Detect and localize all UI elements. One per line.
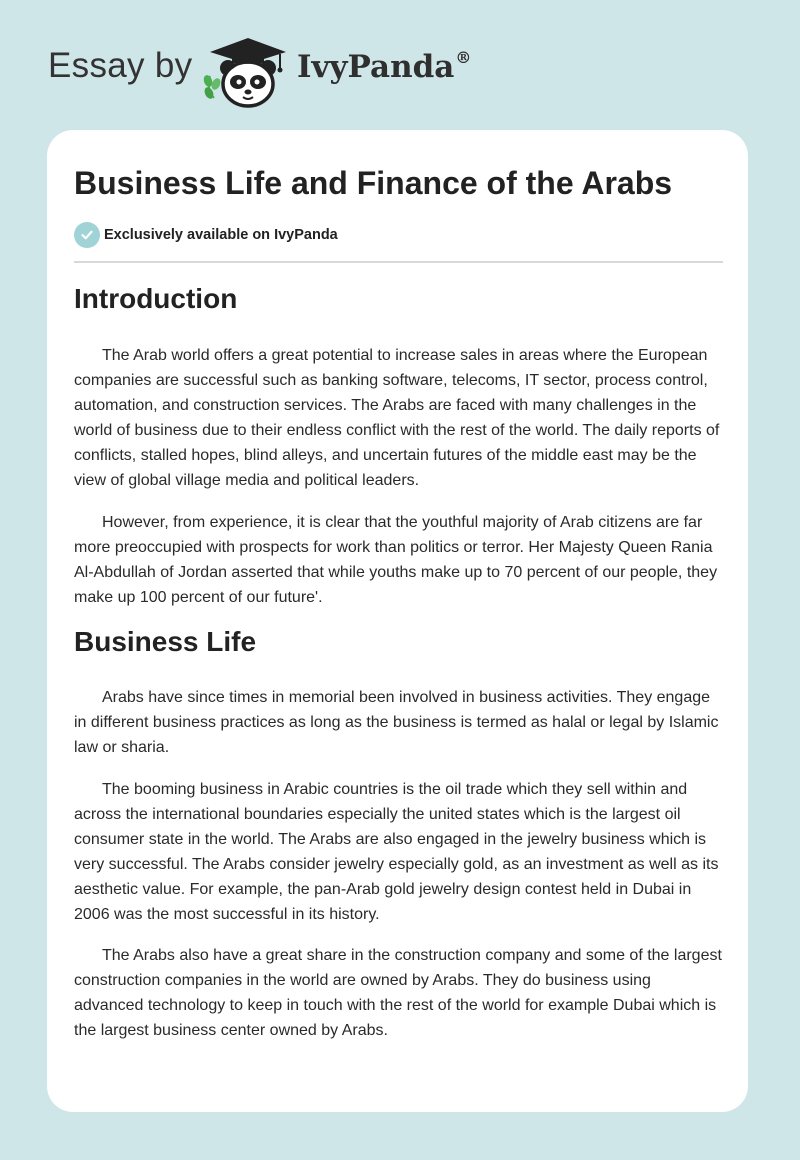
badge-text: Exclusively available on IvyPanda — [104, 227, 338, 243]
brand-name-text: IvyPanda — [297, 49, 455, 85]
site-header — [0, 0, 800, 130]
panda-graduate-icon[interactable] — [200, 32, 295, 112]
paragraph: The booming business in Arabic countries is the oil trade which they sell within and across the international boundaries especially the united states which is the largest oil consumer state in the world. The Arabs are also engaged in the jewelry business which is very successful. The Arabs consider jewelry especially gold, as an investment as well as its aesthetic value. For example, the pan-Arab gold jewelry design contest held in Dubai in 2006 was the most successful in its history. — [74, 781, 719, 923]
article-card — [47, 130, 748, 1112]
brand-name[interactable] — [297, 48, 472, 85]
registered-mark: ® — [455, 48, 472, 67]
section-heading-business-life: Business Life — [74, 626, 257, 657]
exclusive-badge — [74, 222, 338, 248]
title-divider — [74, 261, 723, 263]
section-heading-introduction: Introduction — [74, 283, 238, 314]
article-title: Business Life and Finance of the Arabs — [74, 165, 673, 201]
check-circle-icon — [74, 222, 100, 248]
paragraph: The Arab world offers a great potential to increase sales in areas where the European companies are successful such as banking software, telecoms, IT sector, process control, automation, and construction services. The Arabs are faced with many challenges in the world of business due to their endless conflict with the rest of the world. The daily reports of conflicts, stalled hopes, blind alleys, and uncertain futures of the middle east may be the view of global village media and political leaders. — [74, 347, 720, 489]
paragraph: The Arabs also have a great share in the construction company and some of the largest construction companies in the world are owned by Arabs. They do business using advanced technology to keep in touch with the rest of the world for example Dubai which is the largest business center owned by Arabs. — [74, 947, 722, 1039]
paragraph: Arabs have since times in memorial been involved in business activities. They engage in different business practices as long as the business is termed as halal or legal by Islamic law or sharia. — [74, 689, 719, 756]
brand-prefix: Essay by — [48, 46, 193, 85]
paragraph: However, from experience, it is clear that the youthful majority of Arab citizens are far more preoccupied with prospects for work than politics or terror. Her Majesty Queen Rania Al-Abdullah of Jordan asserted that while youths make up to 70 percent of our people, they make up 100 percent of our future'. — [74, 514, 718, 606]
